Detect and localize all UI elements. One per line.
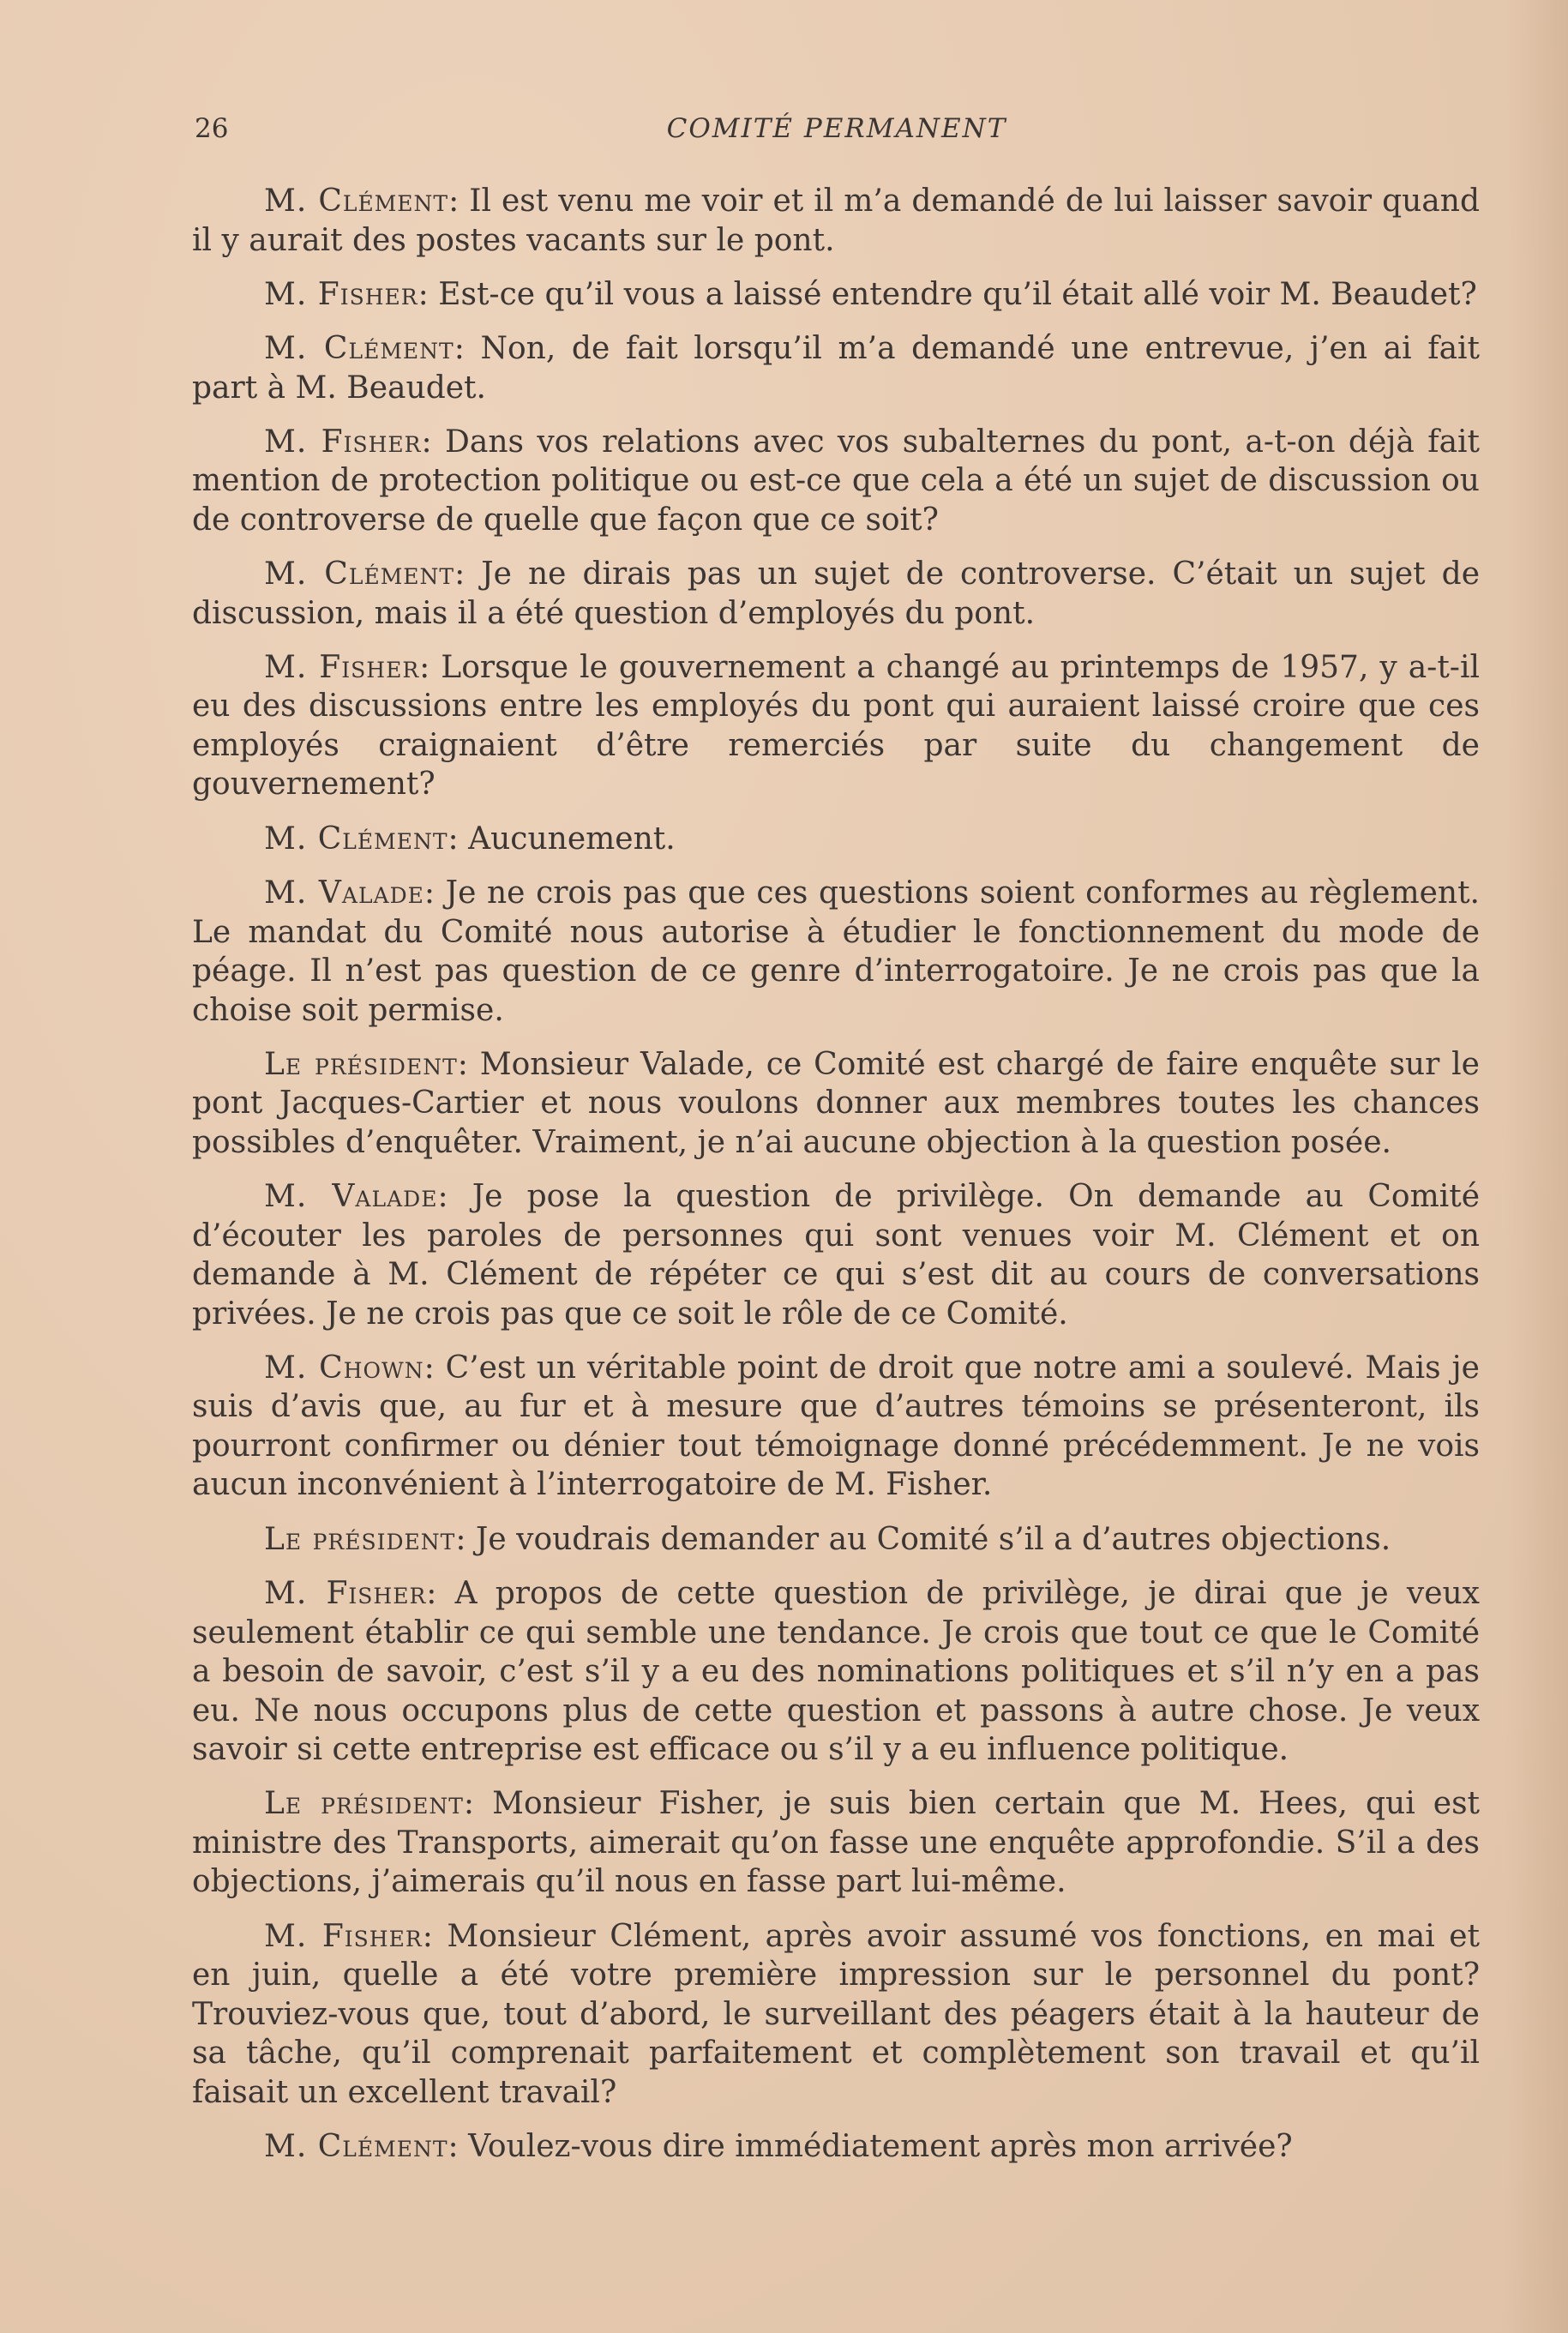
paragraph: M. Clément: Aucunement. <box>264 821 676 857</box>
speaker-name: M. Clément <box>264 183 449 219</box>
speaker-name: Le président <box>264 1046 458 1082</box>
paragraph-text: C’est un véritable point de droit que notre ami a soulevé. Mais je suis d’avis que, au fur et à mesure que d’autres témoins se présenteront, ils pourront confirmer ou dénier tout témoignage donné précédemment. Je ne vois aucun inconvénient à l’interrogatoire de M. Fisher. <box>192 1350 1480 1503</box>
speaker-name: M. Clément <box>264 821 448 857</box>
paragraph: M. Clément: Il est venu me voir et il m’a demandé de lui laisser savoir quand il y aurait des postes vacants sur le pont. <box>192 183 1480 258</box>
paragraph: M. Chown: C’est un véritable point de droit que notre ami a soulevé. Mais je suis d’avis que, au fur et à mesure que d’autres témoins se présenteront, ils pourront confirmer ou dénier tout témoignage donné précédemment. Je ne vois aucun inconvénient à l’interrogatoire de M. Fisher. <box>192 1350 1480 1503</box>
paragraph-text: Dans vos relations avec vos subalternes du pont, a-t-on déjà fait mention de protection politique ou est-ce que cela a été un sujet de discussion ou de controverse de quelle que façon que ce soit? <box>192 424 1481 538</box>
paragraph: M. Fisher: Monsieur Clément, après avoir assumé vos fonctions, en mai et en juin, quelle a été votre première impression sur le personnel du pont? Trouviez-vous que, tout d’abord, le surveillant des péagers était à la hauteur de sa tâche, qu’il comprenait parfaitement et complètement son travail et qu’il faisait un excellent travail? <box>192 1918 1481 2110</box>
paragraph: M. Clément: Voulez-vous dire immédiatement après mon arrivée? <box>264 2128 1293 2164</box>
paragraph-text: Voulez-vous dire immédiatement après mon arrivée? <box>468 2128 1293 2164</box>
speaker-name: M. Fisher <box>264 276 418 312</box>
paragraph: Le président: Je voudrais demander au Comité s’il a d’autres objections. <box>264 1521 1391 1557</box>
paragraph-text: Monsieur Fisher, je suis bien certain que M. Hees, qui est ministre des Transports, aimerait qu’on fasse une enquête approfondie. S’il a des objections, j’aimerais qu’il nous en fasse part lui-même. <box>192 1786 1481 1900</box>
paragraph-text: Monsieur Clément, après avoir assumé vos fonctions, en mai et en juin, quelle a été votre première impression sur le personnel du pont? Trouviez-vous que, tout d’abord, le surveillant des péagers était à la hauteur de sa tâche, qu’il comprenait parfaitement et complètement son travail et qu’il faisait un excellent travail? <box>192 1918 1481 2110</box>
paragraph-text: Je voudrais demander au Comité s’il a d’autres objections. <box>475 1521 1391 1557</box>
speaker-name: M. Clément <box>264 2128 448 2164</box>
speaker-name: M. Fisher <box>264 1576 427 1612</box>
speaker-name: M. Fisher <box>264 1918 423 1954</box>
paragraph-text: Je ne dirais pas un sujet de controverse. C’était un sujet de discussion, mais il a été question d’employés du pont. <box>192 556 1480 631</box>
paragraph-text: Monsieur Valade, ce Comité est chargé de faire enquête sur le pont Jacques-Cartier et nous voulons donner aux membres toutes les chances possibles d’enquêter. Vraiment, je n’ai aucune objection à la question posée. <box>192 1046 1480 1160</box>
speaker-name: M. Clément <box>264 331 454 367</box>
speaker-name: Le président <box>264 1521 456 1557</box>
speaker-name: M. Chown <box>264 1350 424 1386</box>
paragraph-text: Non, de fait lorsqu’il m’a demandé une entrevue, j’en ai fait part à M. Beaudet. <box>192 331 1481 406</box>
speaker-name: M. Clément <box>264 556 455 592</box>
paragraph-text: Est-ce qu’il vous a laissé entendre qu’il était allé voir M. Beaudet? <box>438 276 1477 312</box>
paragraph: M. Clément: Non, de fait lorsqu’il m’a demandé une entrevue, j’en ai fait part à M. Beaudet. <box>192 331 1481 406</box>
running-title: COMITÉ PERMANENT <box>666 113 1007 144</box>
paragraph: Le président: Monsieur Valade, ce Comité est chargé de faire enquête sur le pont Jacques-Cartier et nous voulons donner aux membres toutes les chances possibles d’enquêter. Vraiment, je n’ai aucune objection à la question posée. <box>192 1046 1480 1160</box>
paragraph: M. Fisher: A propos de cette question de privilège, je dirai que je veux seulement établir ce qui semble une tendance. Je crois que tout ce que le Comité a besoin de savoir, c’est s’il y a eu des nominations politiques et s’il n’y en a pas eu. Ne nous occupons plus de cette question et passons à autre chose. Je veux savoir si cette entreprise est efficace ou s’il y a eu influence politique. <box>192 1576 1480 1768</box>
speaker-name: Le président <box>264 1786 464 1822</box>
paragraph: Le président: Monsieur Fisher, je suis bien certain que M. Hees, qui est ministre des Transports, aimerait qu’on fasse une enquête approfondie. S’il a des objections, j’aimerais qu’il nous en fasse part lui-même. <box>192 1786 1481 1900</box>
paragraph-text: Je pose la question de privilège. On demande au Comité d’écouter les paroles de personnes qui sont venues voir M. Clément et on demande à M. Clément de répéter ce qui s’est dit au cours de conversations privées. Je ne crois pas que ce soit le rôle de ce Comité. <box>192 1179 1480 1332</box>
paragraph-text: Lorsque le gouvernement a changé au printemps de 1957, y a-t-il eu des discussions entre les employés du pont qui auraient laissé croire que ces employés craignaient d’être remerciés par suite du changement de gouvernement? <box>192 649 1480 803</box>
page-header <box>195 110 1479 147</box>
speaker-name: M. Valade <box>264 875 424 911</box>
paragraph: M. Valade: Je ne crois pas que ces questions soient conformes au règlement. Le mandat du Comité nous autorise à étudier le fonctionnement du mode de péage. Il n’est pas question de ce genre d’interrogatoire. Je ne crois pas que la choise soit permise. <box>192 875 1480 1028</box>
paragraph: M. Fisher: Est-ce qu’il vous a laissé entendre qu’il était allé voir M. Beaudet? <box>264 276 1477 312</box>
page-number: 26 <box>195 113 229 144</box>
speaker-name: M. Fisher <box>264 424 422 460</box>
paragraph-text: Aucunement. <box>468 821 676 857</box>
paragraph: M. Clément: Je ne dirais pas un sujet de controverse. C’était un sujet de discussion, mais il a été question d’employés du pont. <box>192 556 1480 631</box>
paragraph: M. Fisher: Lorsque le gouvernement a changé au printemps de 1957, y a-t-il eu des discussions entre les employés du pont qui auraient laissé croire que ces employés craignaient d’être remerciés par suite du changement de gouvernement? <box>192 649 1480 803</box>
speaker-name: M. Valade <box>264 1179 438 1215</box>
speaker-name: M. Fisher <box>264 649 420 685</box>
paragraph-text: Je ne crois pas que ces questions soient conformes au règlement. Le mandat du Comité nous autorise à étudier le fonctionnement du mode de péage. Il n’est pas question de ce genre d’interrogatoire. Je ne crois pas que la choise soit permise. <box>192 875 1480 1028</box>
paragraph: M. Fisher: Dans vos relations avec vos subalternes du pont, a-t-on déjà fait mention de protection politique ou est-ce que cela a été un sujet de discussion ou de controverse de quelle que façon que ce soit? <box>192 424 1481 538</box>
paragraph-text: Il est venu me voir et il m’a demandé de lui laisser savoir quand il y aurait des postes vacants sur le pont. <box>192 183 1480 258</box>
paragraph-text: A propos de cette question de privilège, je dirai que je veux seulement établir ce qui semble une tendance. Je crois que tout ce que le Comité a besoin de savoir, c’est s’il y a eu des nominations politiques et s’il n’y en a pas eu. Ne nous occupons plus de cette question et passons à autre chose. Je veux savoir si cette entreprise est efficace ou s’il y a eu influence politique. <box>192 1576 1480 1768</box>
paragraph: M. Valade: Je pose la question de privilège. On demande au Comité d’écouter les paroles de personnes qui sont venues voir M. Clément et on demande à M. Clément de répéter ce qui s’est dit au cours de conversations privées. Je ne crois pas que ce soit le rôle de ce Comité. <box>192 1179 1480 1332</box>
transcript-body <box>192 182 1480 2181</box>
